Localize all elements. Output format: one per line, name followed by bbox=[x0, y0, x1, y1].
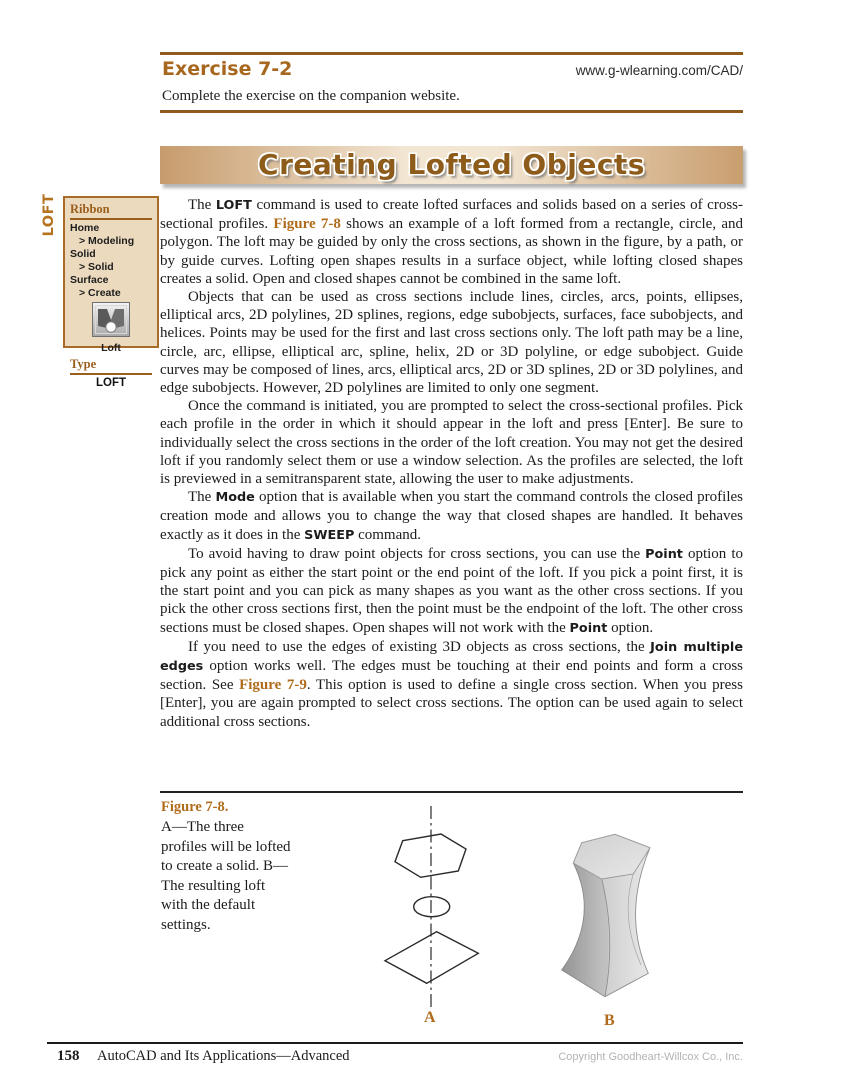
section-heading-banner bbox=[160, 146, 743, 184]
command-name: LOFT bbox=[215, 198, 252, 213]
text-run: The bbox=[188, 197, 216, 213]
solid-left-face-shade bbox=[562, 863, 609, 997]
body-paragraph bbox=[160, 488, 743, 545]
body-paragraph bbox=[160, 288, 743, 397]
text-run: Once the command is initiated, you are prompted to select the cross-sectional profiles. Pick each profile in the order in which it should appear in the loft and press [Enter]. Be sure to individually select the cross sections in the order of the loft creation. You may not get the desired loft if you randomly select them or use a window selection. As the profiles are selected, the loft is previewed in a semitransparent state, allowing the user to make adjustments. bbox=[160, 398, 743, 488]
text-run: shows an example of a loft formed from a rectangle, circle, and polygon. The loft may be guided by only the cross sections, as shown in the figure, by a path, or by guide curves. Lofting open shapes results in a surface object, while lofting closed shapes creates a solid. Open and closed shapes cannot be combined in the same loft. bbox=[160, 216, 743, 287]
figure-caption-title: Figure 7-8. bbox=[161, 799, 229, 815]
body-paragraph bbox=[160, 545, 743, 638]
command-name: Mode bbox=[215, 490, 255, 506]
book-title: AutoCAD and Its Applications—Advanced bbox=[97, 1048, 350, 1064]
loft-tool-button bbox=[70, 302, 152, 354]
text-run: . This option is used to define a single cross section. When you press [Enter], you are again prompted to select cross sections. The option can be used again to select additional cross sections. bbox=[160, 677, 743, 730]
ribbon-path-item: > Solid bbox=[79, 261, 114, 273]
figure-b-lofted-solid bbox=[540, 805, 750, 1017]
ribbon-reference-box bbox=[63, 196, 159, 389]
command-name: Point bbox=[645, 546, 683, 562]
text-run: command is used to create lofted surfaces and solids based on a series of cross-sectional profiles. bbox=[160, 197, 744, 233]
figure-caption bbox=[161, 799, 293, 935]
text-run: option works well. The edges must be touching at their end points and form a cross section. See bbox=[160, 658, 743, 694]
body-paragraph bbox=[160, 397, 743, 488]
text-run: To avoid having to draw point objects for cross sections, you can use the bbox=[188, 545, 646, 562]
command-name: Join multiple edges bbox=[160, 639, 743, 675]
companion-website-url: www.g-wlearning.com/CAD/ bbox=[575, 63, 743, 78]
loft-icon-label: Loft bbox=[101, 342, 121, 354]
text-run: If you need to use the edges of existing 3D objects as cross sections, the bbox=[188, 638, 651, 655]
page-number: 158 bbox=[57, 1048, 80, 1064]
figure-caption-text: A—The three profiles will be lofted to create a solid. B—The resulting loft with the default settings. bbox=[161, 819, 291, 933]
body-text bbox=[160, 196, 743, 731]
figure-a-profiles-drawing bbox=[340, 798, 530, 1036]
body-paragraph bbox=[160, 638, 743, 731]
ribbon-path-list bbox=[70, 222, 152, 300]
loft-icon bbox=[92, 302, 130, 337]
command-name: Point bbox=[569, 620, 608, 636]
ribbon-path-item: > Modeling bbox=[79, 235, 135, 247]
text-run: option that is available when you start the command controls the closed profiles creation mode and allows you to change the way that closed shapes are handled. It behaves exactly as it does in the bbox=[160, 489, 743, 543]
text-run: The bbox=[188, 489, 216, 506]
text-run: option to pick any point as either the start point or the end point of the loft. If you pick a point first, it is the start point and you can pick as many shapes as you want as the other cross sections. If you pick the other cross sections first, then the point must be the endpoint of the loft. The other cross sections must be closed shapes. Open shapes will not work with the bbox=[160, 545, 743, 636]
figure-top-rule bbox=[160, 791, 743, 793]
command-name: SWEEP bbox=[304, 527, 355, 543]
section-heading: Creating Lofted Objects bbox=[258, 148, 645, 181]
exercise-title: Exercise 7-2 bbox=[162, 58, 293, 80]
exercise-top-rule bbox=[160, 52, 743, 55]
exercise-instruction: Complete the exercise on the companion website. bbox=[162, 88, 460, 104]
copyright-notice: Copyright Goodheart-Willcox Co., Inc. bbox=[558, 1051, 743, 1063]
text-run: command. bbox=[354, 526, 421, 543]
figure-b-label: B bbox=[604, 1012, 615, 1029]
ribbon-path-item: Surface bbox=[70, 274, 109, 286]
footer-rule bbox=[47, 1042, 743, 1044]
text-run: Objects that can be used as cross sections include lines, circles, arcs, points, ellipses, elliptical arcs, 2D polylines, 2D splines, regions, edge subobjects, surfaces, face subobjects, and helices. Points may be used for the first and last cross sections only. The loft path may be a line, circle, arc, ellipse, elliptical arc, spline, helix, 2D or 3D polyline, or edge subobject. Guide curves may be composed of lines, arcs, elliptical arcs, 2D or 3D splines, 2D or 3D polylines, and edge subobjects. However, 2D polylines are limited to only one segment. bbox=[160, 289, 743, 397]
circle-profile bbox=[414, 897, 450, 917]
type-command: LOFT bbox=[95, 377, 127, 389]
body-paragraph bbox=[160, 196, 743, 288]
figure-reference: Figure 7-9 bbox=[239, 677, 307, 694]
ribbon-path-item: Solid bbox=[70, 248, 96, 260]
figure-a-label: A bbox=[424, 1009, 436, 1026]
text-run: option. bbox=[607, 619, 654, 636]
exercise-bottom-rule bbox=[160, 110, 743, 113]
type-header: Type bbox=[70, 357, 152, 375]
rectangle-profile bbox=[385, 932, 478, 984]
figure-reference: Figure 7-8 bbox=[273, 216, 341, 233]
ribbon-header: Ribbon bbox=[70, 202, 152, 220]
ribbon-path-item: > Create bbox=[79, 287, 121, 299]
ribbon-path-item: Home bbox=[70, 222, 100, 234]
command-margin-label: LOFT bbox=[41, 193, 57, 237]
